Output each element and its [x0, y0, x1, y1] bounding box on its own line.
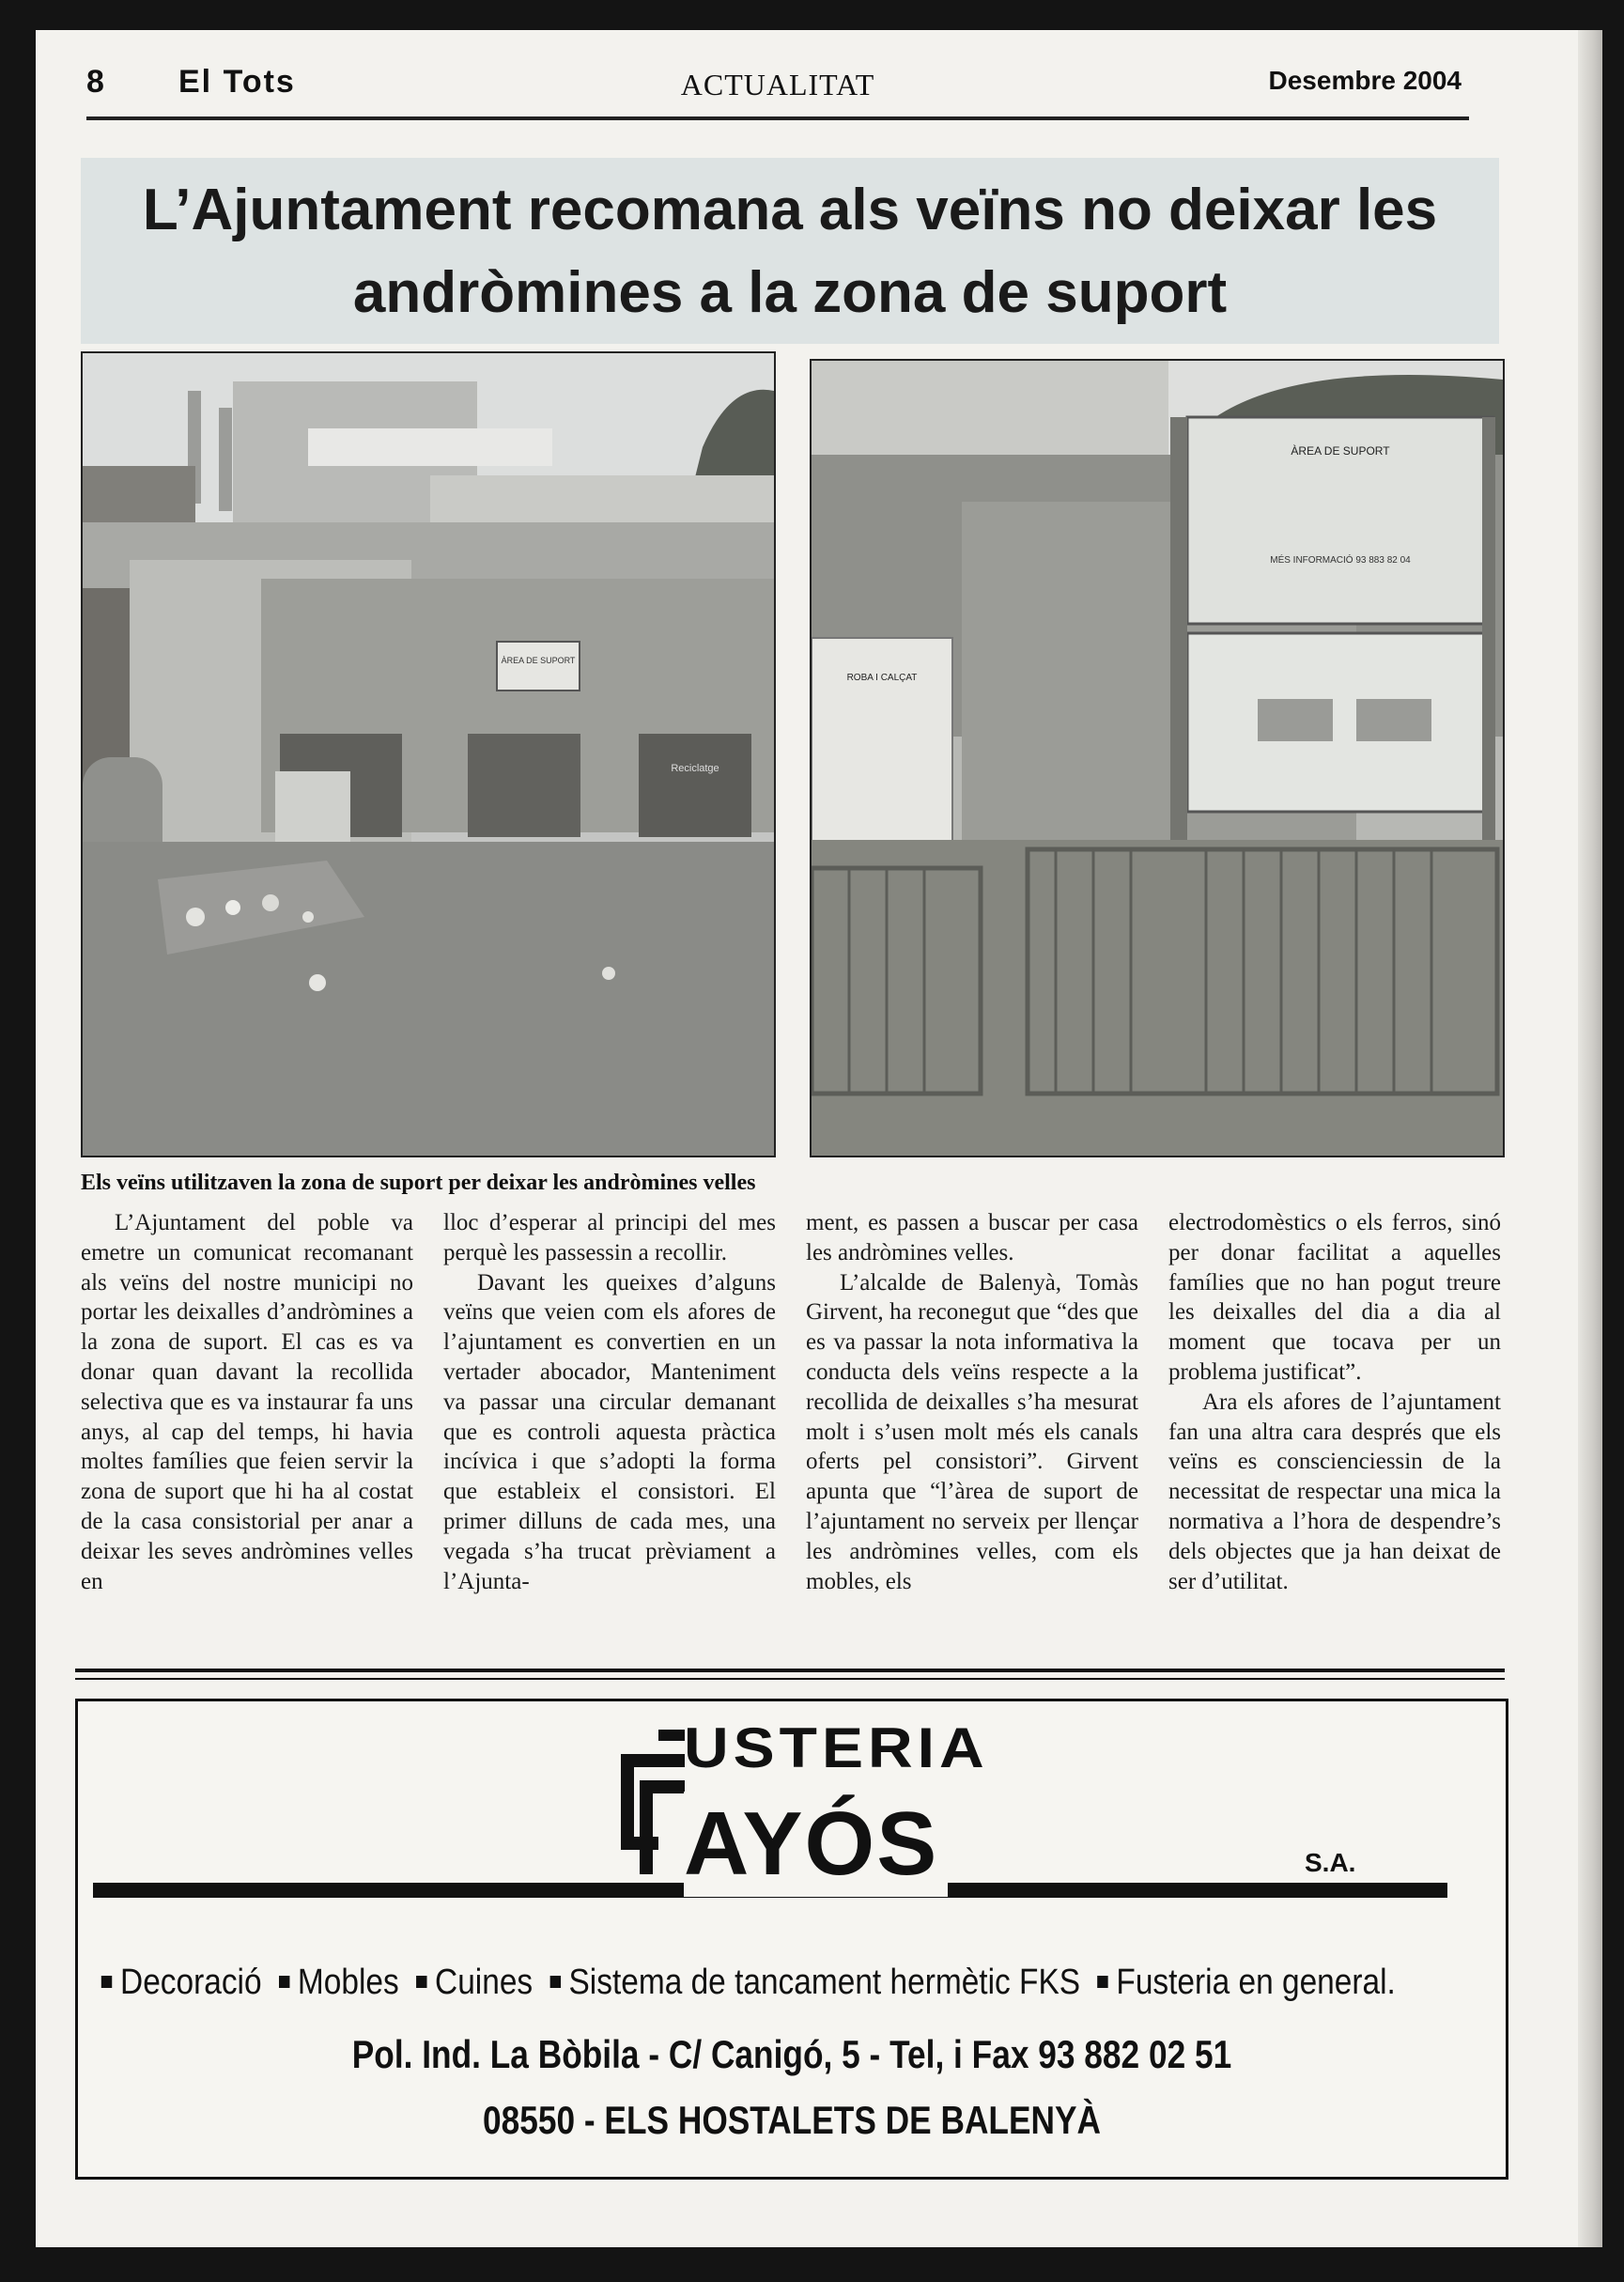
- article-paragraph: electrodomèstics o els ferros, sinó per donar facilitat a aquelles famílies que no han pogut treure les deixalles del dia a dia al moment que tocava per un problema justificat”.: [1168, 1210, 1501, 1385]
- article-paragraph: Davant les queixes d’alguns veïns que veien com els afores de l’ajuntament es convertien en un vertader abocador, Manteniment va passar una circular demanant que es controli aquesta pràctica incívica i que s’adopti la forma que estableix el consistori. El primer dilluns de cada mes, una vegada s’ha trucat prèviament a l’Ajunta-: [443, 1269, 776, 1594]
- headline-box: [81, 158, 1499, 344]
- clothing-bin-label: ROBA I CALÇAT: [846, 673, 918, 683]
- page-header: [86, 62, 1469, 120]
- logo-word-bayos: AYÓS: [684, 1792, 948, 1897]
- ad-town-line: 08550 - ELS HOSTALETS DE BALENYÀ: [482, 2098, 1102, 2142]
- article-paragraph: L’alcalde de Balenyà, Tomàs Girvent, ha reconegut que “des que es va passar la nota informativa la conducta dels veïns respecte a la recollida de deixalles s’ha mesurat molt i s’usen molt més els canals oferts pel consistori”. Girvent apunta que “l’àrea de suport de l’ajuntament no serveix per llençar les andròmines velles, com els mobles, els: [806, 1269, 1138, 1594]
- bullet-square-icon: [416, 1976, 426, 1988]
- sign-phone-text: MÉS INFORMACIÓ 93 883 82 04: [1270, 555, 1411, 566]
- article-column-4: [1168, 1208, 1501, 1596]
- article-body: [81, 1208, 1501, 1640]
- service-item: Decoració: [120, 1963, 262, 2002]
- article-column-1: [81, 1208, 413, 1596]
- service-item: Fusteria en general.: [1116, 1963, 1396, 2002]
- article-paragraph: L’Ajuntament del poble va emetre un comunicat recomanant als veïns del nostre municipi no portar les deixalles d’andròmines a la zona de suport. El cas es va donar quan davant la recollida selectiva que es va instaurar fa uns anys, al cap del temps, hi havia moltes famílies que feien servir la zona de suport que hi ha al costat de la casa consistorial per anar a deixar les seves andròmines velles en: [81, 1210, 413, 1594]
- photo-recycling-bins: [81, 351, 776, 1157]
- bullet-square-icon: [279, 1976, 289, 1988]
- advertisement-box: [75, 1699, 1508, 2180]
- article-paragraph: Ara els afores de l’ajuntament fan una altra cara després que els veïns es conscienciessin de la necessitat de respectar una mica la normativa a l’hora de despendre’s dels objectes que ja han deixat de ser d’utilitat.: [1168, 1389, 1501, 1594]
- page-spine-shadow: [1578, 30, 1602, 2247]
- bullet-square-icon: [1097, 1976, 1107, 1988]
- bullet-square-icon: [101, 1976, 112, 1988]
- ad-address-line: Pol. Ind. La Bòbila - C/ Canigó, 5 - Tel, i Fax 93 882 02 51: [351, 2032, 1232, 2076]
- page-number: 8: [86, 64, 104, 100]
- logo-mark-icon: [621, 1730, 685, 1874]
- article-column-3: [806, 1208, 1138, 1596]
- service-item: Cuines: [435, 1963, 534, 2002]
- section-title: ACTUALITAT: [680, 68, 875, 101]
- article-paragraph: ment, es passen a buscar per casa les andròmines velles.: [806, 1210, 1138, 1265]
- divider-thin: [75, 1678, 1505, 1680]
- issue-date: Desembre 2004: [1268, 66, 1462, 95]
- logo-suffix: S.A.: [1297, 1848, 1363, 1878]
- article-column-2: [443, 1208, 776, 1596]
- service-item: Sistema de tancament hermètic FKS: [568, 1963, 1081, 2002]
- bullet-square-icon: [549, 1976, 560, 1988]
- publication-name: El Tots: [178, 64, 296, 100]
- divider-thick: [75, 1669, 1505, 1672]
- article-paragraph: lloc d’esperar al principi del mes perquè les passessin a recollir.: [443, 1210, 776, 1265]
- services-list: [93, 1963, 1396, 2003]
- bin-label-text: Reciclatge: [671, 763, 719, 774]
- service-item: Mobles: [297, 1963, 399, 2002]
- photo-caption: Els veïns utilitzaven la zona de suport per deixar les andròmines velles: [81, 1171, 756, 1195]
- photo-sign-text: ÀREA DE SUPORT: [501, 656, 576, 665]
- photo-support-area-signs: [810, 359, 1505, 1157]
- support-area-sign-text: ÀREA DE SUPORT: [1291, 444, 1390, 458]
- logo-word-fusteria: USTERIA: [684, 1715, 989, 1779]
- article-headline: L’Ajuntament recomana als veïns no deixar les andròmines a la zona de suport: [142, 178, 1438, 325]
